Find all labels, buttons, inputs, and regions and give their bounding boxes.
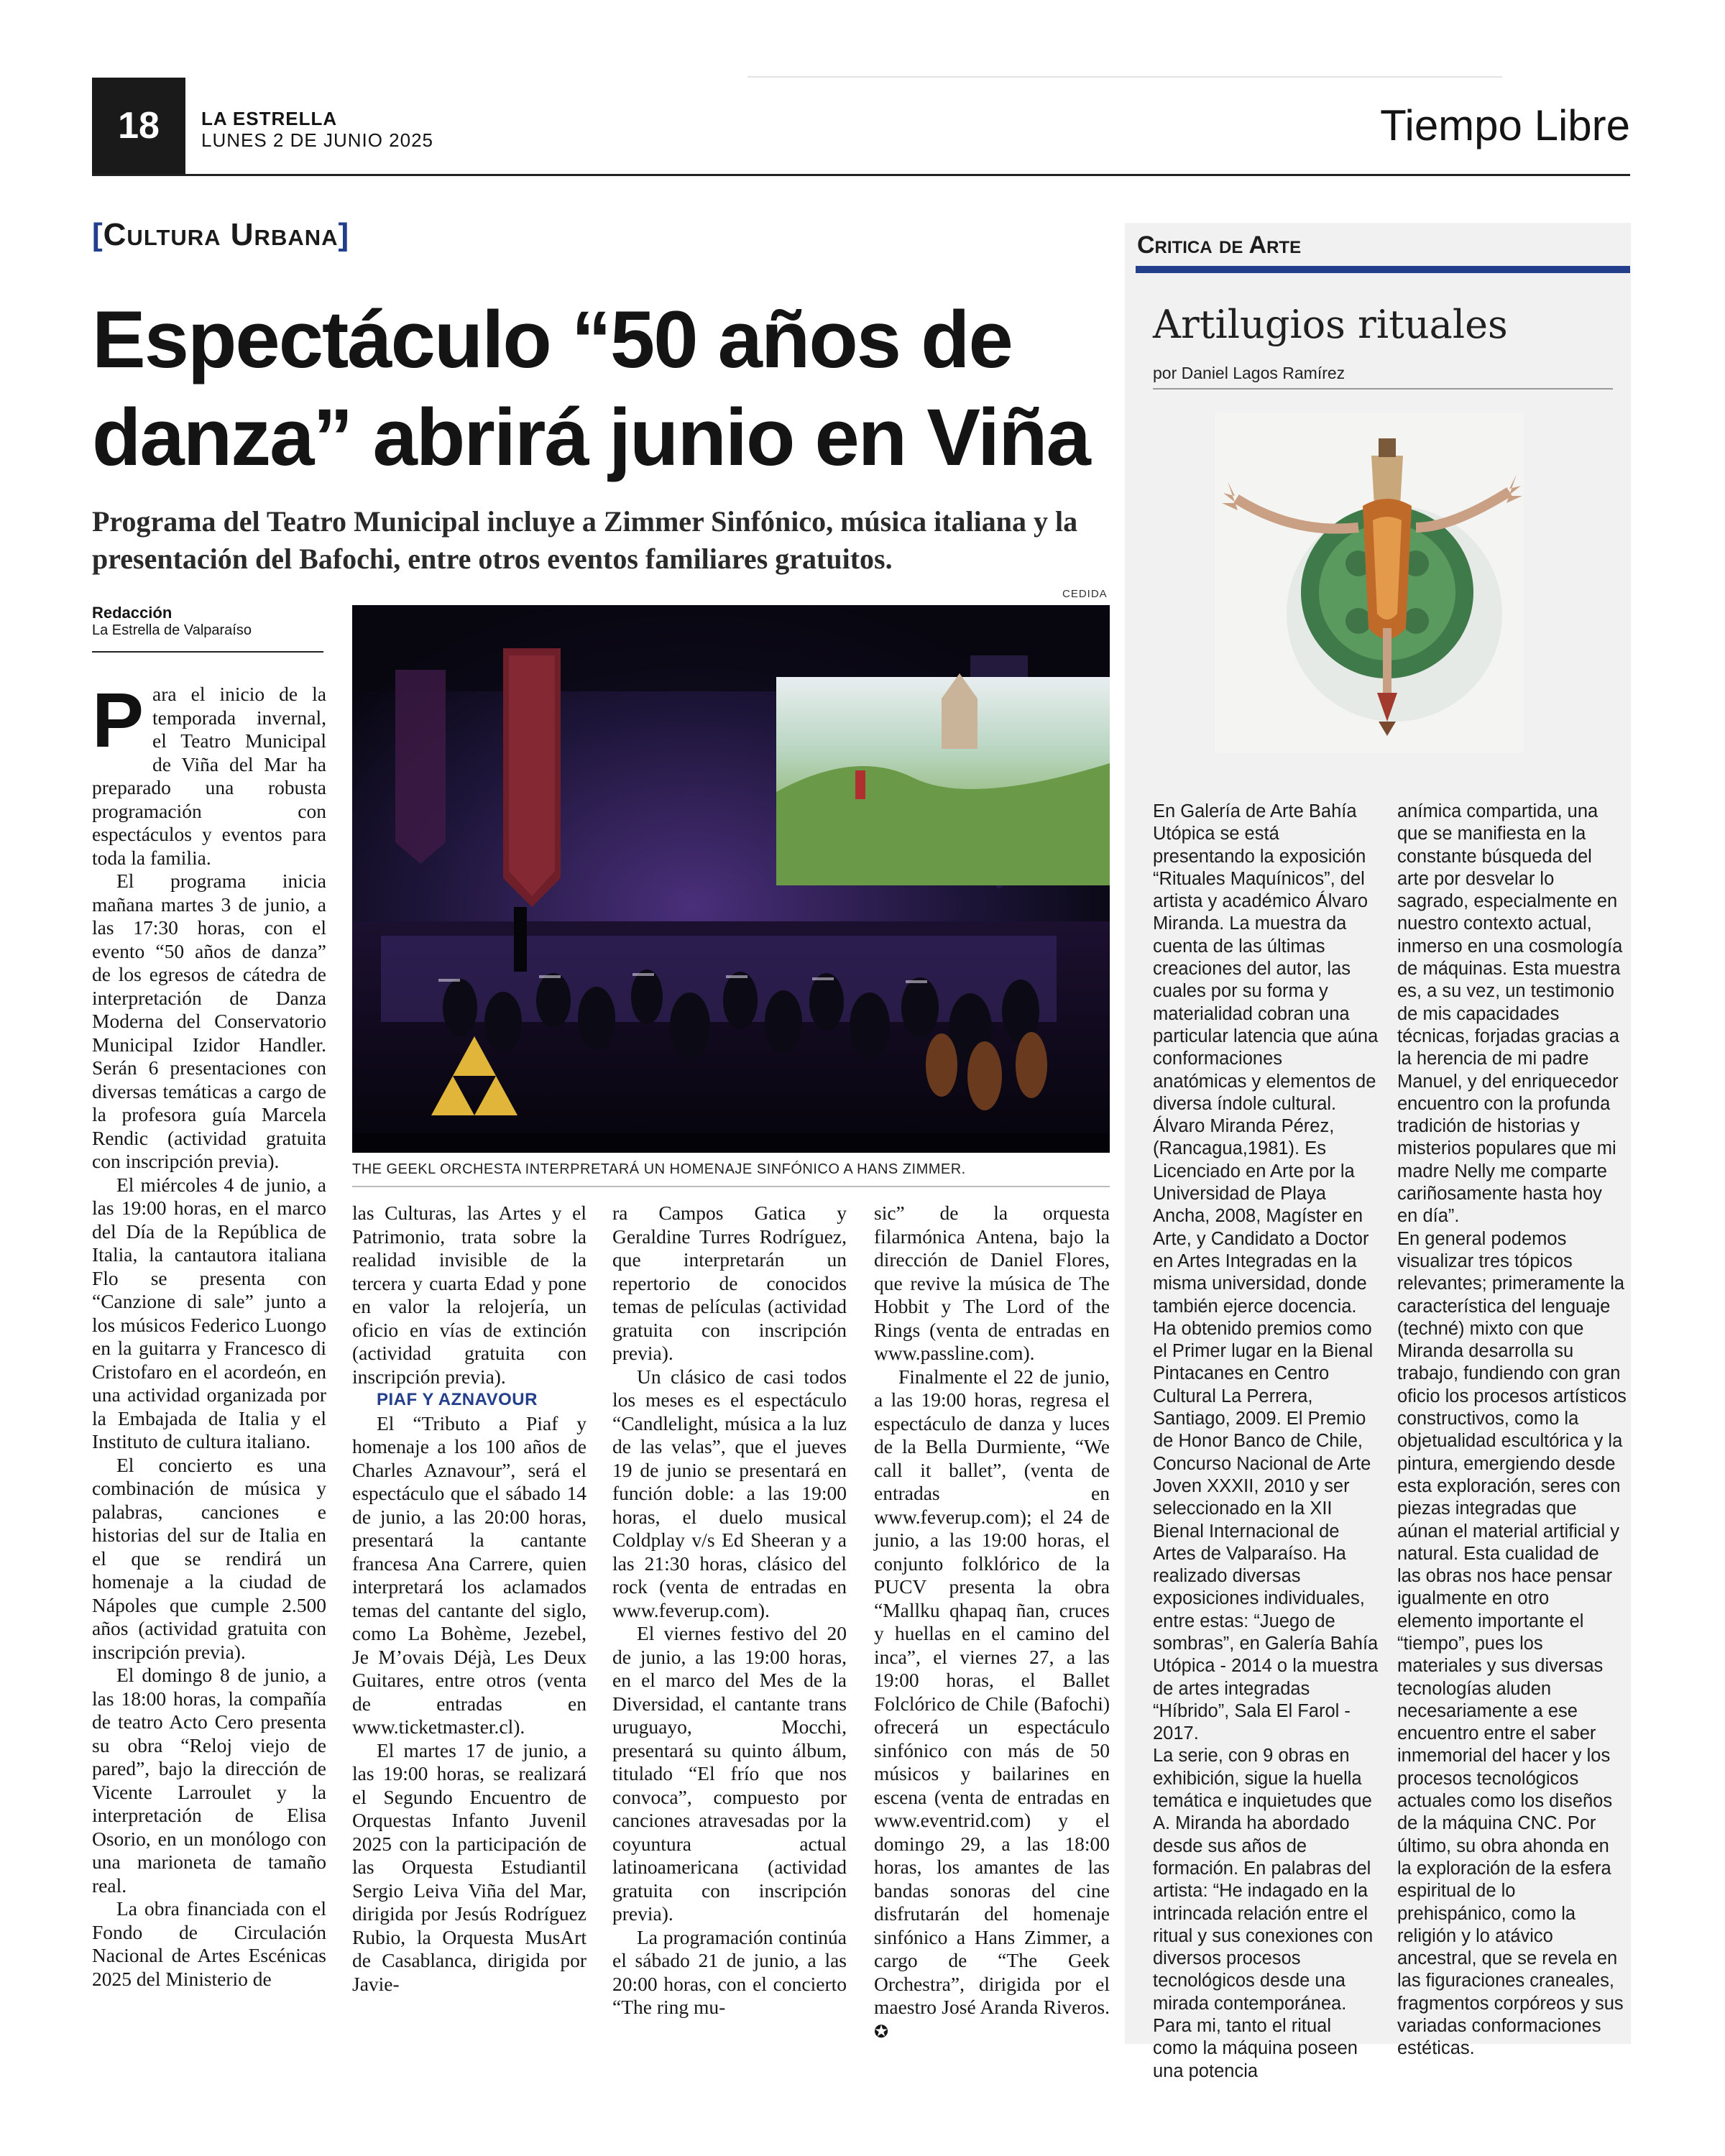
- top-hairline: [748, 76, 1502, 78]
- paragraph: En Galería de Arte Bahía Utópica se está presentando la exposición “Rituales Maquínicos”, del artista y académico Álvaro Miranda. La muestra da cuenta de las últimas creaciones del autor, las cuales por su forma y materialidad cobran una particular latencia que aúna conformaciones anatómicas y elementos de diversa índole cultural.: [1153, 801, 1379, 1114]
- page-number: 18: [92, 78, 185, 174]
- paragraph: las Culturas, las Artes y el Patrimonio, trata sobre la realidad invisible de la tercera y cuarta Edad y pone en valor la relojería, un oficio en vías de extinción (actividad gratuita con inscripción previa).: [352, 1202, 586, 1388]
- subhead: PIAF Y AZNAVOUR: [377, 1390, 538, 1409]
- paragraph: La programación continúa el sábado 21 de junio, a las 20:00 horas, con el concierto “The ring mu-: [612, 1925, 847, 2018]
- paragraph: El martes 17 de junio, a las 19:00 horas, se realizará el Segundo Encuentro de Orquestas Infanto Juvenil 2025 con la participación de las Orquesta Estudiantil Sergio Leiva Viña del Mar, dirigida por Jesús Rodríguez Rubio, la Orquesta MusArt de Casablanca, dirigida por Javie-: [352, 1738, 586, 1995]
- byline-publication: La Estrella de Valparaíso: [92, 622, 252, 638]
- sidebar-title: Artilugios rituales: [1153, 302, 1508, 347]
- photo-caption: THE GEEKL ORCHESTA INTERPRETARÁ UN HOMENAJE SINFÓNICO A HANS ZIMMER.: [352, 1161, 966, 1177]
- photo-credit: CEDIDA: [1062, 588, 1108, 600]
- orchestra-photo: [352, 605, 1110, 1153]
- paragraph: El programa inicia mañana martes 3 de junio, a las 17:30 horas, con el evento “50 años de danza” de los egresos de cátedra de interpretación de Danza Moderna del Conservatorio Municipal Izidor Handler. Serán 6 presentaciones con diversas temáticas a cargo de la profesora guía Marcela Rendic (actividad gratuita con inscripción previa).: [92, 870, 326, 1172]
- header-divider: [92, 174, 1630, 176]
- paragraph: ra Campos Gatica y Geraldine Turres Rodríguez, que interpretarán un repertorio de conocidos temas de películas (actividad gratuita con inscripción previa).: [612, 1202, 847, 1364]
- drop-cap: P: [92, 676, 144, 763]
- caption-divider: [352, 1186, 1110, 1187]
- paragraph: La obra financiada con el Fondo de Circulación Nacional de Artes Escénicas 2025 del Ministerio de: [92, 1897, 326, 1990]
- section-title: Tiempo Libre: [1380, 101, 1630, 149]
- paragraph: [874, 1365, 1110, 2045]
- sidebar-author-divider: [1153, 388, 1613, 390]
- article-column-1: [92, 676, 326, 1991]
- paragraph: En general podemos visualizar tres tópicos relevantes; primeramente la característica del lenguaje (techné) mixto con que Miranda desarrolla su trabajo, fundiendo con gran oficio los procesos artísticos constructivos, como la objetualidad escultórica y la pintura, emergiendo desde esta exploración, seres con piezas integradas que aúnan el material artificial y natural. Esta cualidad de las obras nos hace pensar igualmente en otro elemento importante el “tiempo”, pues los materiales y sus diversas tecnologías aluden necesariamente a ese encuentro entre el saber inmemorial del hacer y los procesos tecnológicos actuales como los diseños de la máquina CNC. Por último, su obra ahonda en la exploración de la esfera espiritual de lo prehispánico, como la religión y lo atávico ancestral, que se revela en las figuraciones craneales, fragmentos corpóreos y sus variadas conformaciones estéticas.: [1397, 1228, 1627, 2059]
- sidebar-column-1: [1153, 801, 1380, 2083]
- paragraph-text: Finalmente el 22 de junio, a las 19:00 horas, regresa el espectáculo de danza y luces de la Bella Durmiente, “We call it ballet”, (venta de entradas en www.feverup.com); el 24 de junio, a las 19:00 horas, el conjunto folklórico de la PUCV presenta la obra “Mallku qhapaq ñan, cruces y huellas en el camino del inca”, el viernes 27, a las 19:00 horas, el Ballet Folclórico de Chile (Bafochi) ofrecerá un espectáculo sinfónico con más de 50 músicos y bailarines en escena (venta de entradas en www.eventrid.com) y el domingo 29, a las 18:00 horas, los amantes de las bandas sonoras del cine disfrutarán del homenaje sinfónico a Hans Zimmer, a cargo de “The Geek Orchestra”, dirigida por el maestro José Aranda Riveros.: [874, 1365, 1110, 2018]
- newspaper-name: LA ESTRELLA: [201, 108, 338, 129]
- sidebar-kicker: Critica de Arte: [1137, 231, 1302, 259]
- artwork-photo: [1215, 413, 1524, 753]
- paragraph: anímica compartida, una que se manifiesta en la constante búsqueda del arte por desvelar lo sagrado, especialmente en nuestro contexto actual, inmerso en una cosmología de máquinas. Esta muestra es, a su vez, un testimonio de mis capacidades técnicas, forjadas gracias a la herencia de mi padre Manuel, y del enriquecedor encuentro con la profunda tradición de historias y misterios populares que mi madre Nelly me comparte cariñosamente hasta hoy en día”.: [1397, 801, 1623, 1227]
- paragraph: Un clásico de casi todos los meses es el espectáculo “Candlelight, música a la luz de las velas”, que el jueves 19 de junio se presentará en función doble: a las 19:00 horas, el duelo musical Coldplay v/s Ed Sheeran y a las 21:30 horas, clásico del rock (venta de entradas en www.feverup.com).: [612, 1365, 847, 1621]
- paragraph: El viernes festivo del 20 de junio, a las 19:00 horas, en el marco del Mes de la Diversidad, el cantante trans uruguayo, Mocchi, presentará su quinto álbum, titulado “El frío que nos convoca”, compuesto por canciones atravesadas por la coyuntura actual latinoamericana (actividad gratuita con inscripción previa).: [612, 1622, 847, 1925]
- paragraph-text: ara el inicio de la temporada invernal, el Teatro Municipal de Viña del Mar ha preparado una robusta programación con espectáculos y eventos para toda la familia.: [92, 683, 326, 869]
- byline-divider: [92, 651, 323, 653]
- article-kicker: [Cultura Urbana]: [92, 217, 350, 252]
- deck: Programa del Teatro Municipal incluye a Zimmer Sinfónico, música italiana y la presentación del Bafochi, entre otros eventos familiares gratuitos.: [92, 505, 1078, 575]
- paragraph: sic” de la orquesta filarmónica Antena, bajo la dirección de Daniel Flores, que revive la música de The Hobbit y The Lord of the Rings (venta de entradas en www.passline.com).: [874, 1202, 1110, 1364]
- issue-date: LUNES 2 DE JUNIO 2025: [201, 129, 434, 151]
- article-column-4: [874, 1202, 1110, 2044]
- paragraph: El “Tributo a Piaf y homenaje a los 100 años de Charles Aznavour”, será el espectáculo que el sábado 14 de junio, a las 20:00 horas, presentará la cantante francesa Ana Carrere, quien interpretará los aclamados temas del cantante del siglo, como La Bohème, Jezebel, Je M’ovais Déjà, Les Deux Guitares, entre otros (venta de entradas en www.ticketmaster.cl).: [352, 1411, 586, 1738]
- paragraph: El domingo 8 de junio, a las 18:00 horas, la compañía de teatro Acto Cero presenta su obra “Reloj viejo de pared”, bajo la dirección de Vicente Larroulet y la interpretación de Elisa Osorio, en un monólogo con una marioneta de tamaño real.: [92, 1664, 326, 1897]
- sidebar-divider: [1136, 266, 1630, 273]
- paragraph: La serie, con 9 obras en exhibición, sigue la huella temática e inquietudes que A. Miranda ha abordado desde sus años de formación. En palabras del artista: “He indagado en la intrincada relación entre el ritual y sus conexiones con diversos procesos tecnológicos desde una mirada contemporánea. Para mi, tanto el ritual como la máquina poseen una potencia: [1153, 1746, 1374, 2081]
- sidebar-author: por Daniel Lagos Ramírez: [1153, 364, 1346, 382]
- end-mark-icon: ✪: [874, 2022, 889, 2042]
- kicker-text: Cultura Urbana: [103, 217, 339, 252]
- paragraph: Álvaro Miranda Pérez, (Rancagua,1981). Es Licenciado en Arte por la Universidad de Playa Ancha, 2008, Magíster en Arte, y Candidato a Doctor en Artes Integradas en la misma universidad, donde también ejerce docencia. Ha obtenido premios como el Primer lugar en la Bienal Pintacanes en Centro Cultural La Perrera, Santiago, 2009. El Premio de Honor Banco de Chile, Concurso Nacional de Arte Joven XXXII, 2010 y ser seleccionado en la XII Bienal Internacional de Artes de Valparaíso. Ha realizado diversas exposiciones individuales, entre estas: “Juego de sombras”, en Galería Bahía Utópica - 2014 o la muestra de artes integradas “Híbrido”, Sala El Farol - 2017.: [1153, 1116, 1379, 1744]
- headline: Espectáculo “50 años de danza” abrirá junio en Viña: [92, 295, 1090, 482]
- paragraph: [92, 676, 326, 870]
- article-column-2: [352, 1202, 586, 1996]
- byline-author: Redacción: [92, 604, 172, 622]
- article-column-3: [612, 1202, 847, 2019]
- paragraph: El concierto es una combinación de música y palabras, canciones e historias del sur de Italia en el que se rendirá un homenaje a la ciudad de Nápoles que cumple 2.500 años (actividad gratuita con inscripción previa).: [92, 1453, 326, 1663]
- sidebar-column-2: [1397, 801, 1627, 2060]
- paragraph: El miércoles 4 de junio, a las 19:00 horas, en el marco del Día de la República de Italia, la cantautora italiana Flo se presenta con “Canzione di sale” junto a los músicos Federico Luongo en la guitarra y Francesco di Cristofaro en el acordeón, en una actividad organizada por la Embajada de Italia y el Instituto de cultura italiano.: [92, 1173, 326, 1452]
